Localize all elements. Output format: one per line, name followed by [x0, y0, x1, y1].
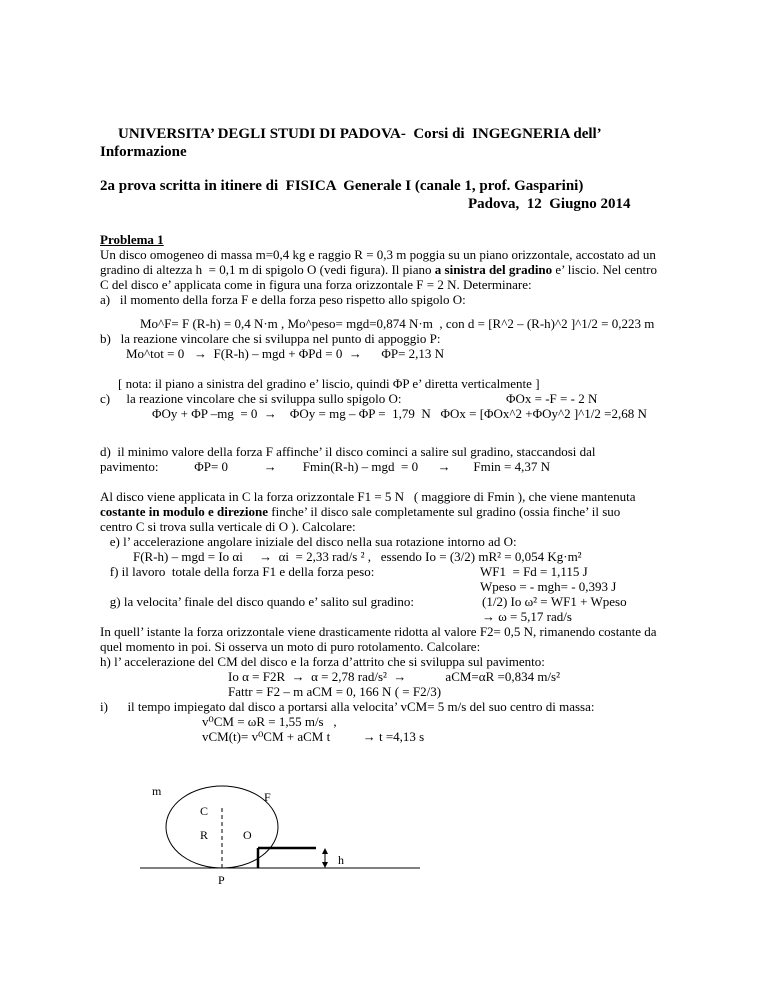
answer-e: F(R-h) – mgd = Io αi → αi = 2,33 rad/s ² , essendo Io = (3/2) mR² = 0,054 Kg·m²	[133, 549, 582, 564]
arrow-up-icon	[322, 848, 328, 854]
question-c: c) la reazione vincolare che si sviluppa sullo spigolo O:	[100, 391, 402, 406]
question-g: g) la velocita’ finale del disco quando e’ salito sul gradino:	[100, 594, 414, 609]
problem-title: Problema 1	[100, 232, 164, 247]
note: [ nota: il piano a sinistra del gradino e’ liscio, quindi ΦP e’ diretta verticalmente ]	[118, 376, 540, 391]
label-P: P	[218, 873, 225, 887]
text-line: C del disco e’ applicata come in figura una forza orizzontale F = 2 N. Determinare:	[100, 277, 532, 292]
answer-c-2: ΦOy + ΦP –mg = 0 → ΦOy = mg – ΦP = 1,79 N ΦOx = [ΦOx^2 +ΦOy^2 ]^1/2 =2,68 N	[152, 406, 647, 421]
answer-b: Mo^tot = 0 → F(R-h) – mgd + ΦPd = 0 → ΦP= 2,13 N	[126, 346, 445, 361]
question-e: e) l’ accelerazione angolare iniziale del disco nella sua rotazione intorno ad O:	[100, 534, 517, 549]
label-O: O	[243, 828, 252, 842]
answer-d: pavimento: ΦP= 0 → Fmin(R-h) – mgd = 0 → Fmin = 4,37 N	[100, 459, 551, 474]
text-line: costante in modulo e direzione finche’ il disco sale completamente sul gradino (ossia finche’ il suo	[100, 504, 621, 519]
question-a: a) il momento della forza F e della forza peso rispetto allo spigolo O:	[100, 292, 466, 307]
question-i: i) il tempo impiegato dal disco a portarsi alla velocita’ vCM= 5 m/s del suo centro di massa:	[100, 699, 595, 714]
answer-f-2: Wpeso = - mgh= - 0,393 J	[480, 579, 617, 594]
answer-g-2: → ω = 5,17 rad/s	[482, 609, 572, 624]
answer-i-1: v⁰CM = ωR = 1,55 m/s ,	[202, 714, 337, 729]
text-line: Un disco omogeneo di massa m=0,4 kg e raggio R = 0,3 m poggia su un piano orizzontale, accostato ad un	[100, 247, 656, 262]
question-f: f) il lavoro totale della forza F1 e della forza peso:	[100, 564, 375, 579]
question-h: h) l’ accelerazione del CM del disco e la forza d’attrito che si sviluppa sul pavimento:	[100, 654, 545, 669]
label-F: F	[264, 790, 271, 804]
exam-date: Padova, 12 Giugno 2014	[468, 196, 631, 212]
text-line: In quell’ istante la forza orizzontale viene drasticamente ridotta al valore F2= 0,5 N, rimanendo costante da	[100, 624, 657, 639]
faculty-line: Informazione	[100, 144, 187, 160]
text-line: Al disco viene applicata in C la forza orizzontale F1 = 5 N ( maggiore di Fmin ), che viene mantenuta	[100, 489, 636, 504]
university-title: UNIVERSITA’ DEGLI STUDI DI PADOVA- Corsi di INGEGNERIA dell’	[118, 126, 602, 142]
answer-g-1: (1/2) Io ω² = WF1 + Wpeso	[482, 594, 627, 609]
label-C: C	[200, 804, 209, 818]
answer-a: Mo^F= F (R-h) = 0,4 N·m , Mo^peso= mgd=0,874 N·m , con d = [R^2 – (R-h)^2 ]^1/2 = 0,223 m	[140, 316, 655, 331]
answer-h-1: Io α = F2R → α = 2,78 rad/s² → aCM=αR =0,834 m/s²	[228, 669, 561, 684]
label-R: R	[200, 828, 209, 842]
answer-h-2: Fattr = F2 – m aCM = 0, 166 N ( = F2/3)	[228, 684, 442, 699]
disc-step-figure	[140, 785, 420, 915]
label-h: h	[338, 853, 344, 867]
disc	[166, 786, 278, 868]
exam-title: 2a prova scritta in itinere di FISICA Generale I (canale 1, prof. Gasparini)	[100, 178, 584, 194]
answer-i-2: vCM(t)= v⁰CM + aCM t → t =4,13 s	[202, 729, 425, 744]
text-line: gradino di altezza h = 0,1 m di spigolo O (vedi figura). Il piano a sinistra del gradino e’ liscio. Nel centro	[100, 262, 657, 277]
answer-f-1: WF1 = Fd = 1,115 J	[480, 564, 588, 579]
question-d: d) il minimo valore della forza F affinche’ il disco cominci a salire sul gradino, staccandosi dal	[100, 444, 596, 459]
label-m: m	[152, 785, 162, 798]
text-line: centro C si trova sulla verticale di O ). Calcolare:	[100, 519, 356, 534]
arrow-down-icon	[322, 862, 328, 868]
question-b: b) la reazione vincolare che si sviluppa nel punto di appoggio P:	[100, 331, 441, 346]
answer-c-1: ΦOx = -F = - 2 N	[506, 391, 598, 406]
text-line: quel momento in poi. Si osserva un moto di puro rotolamento. Calcolare:	[100, 639, 481, 654]
